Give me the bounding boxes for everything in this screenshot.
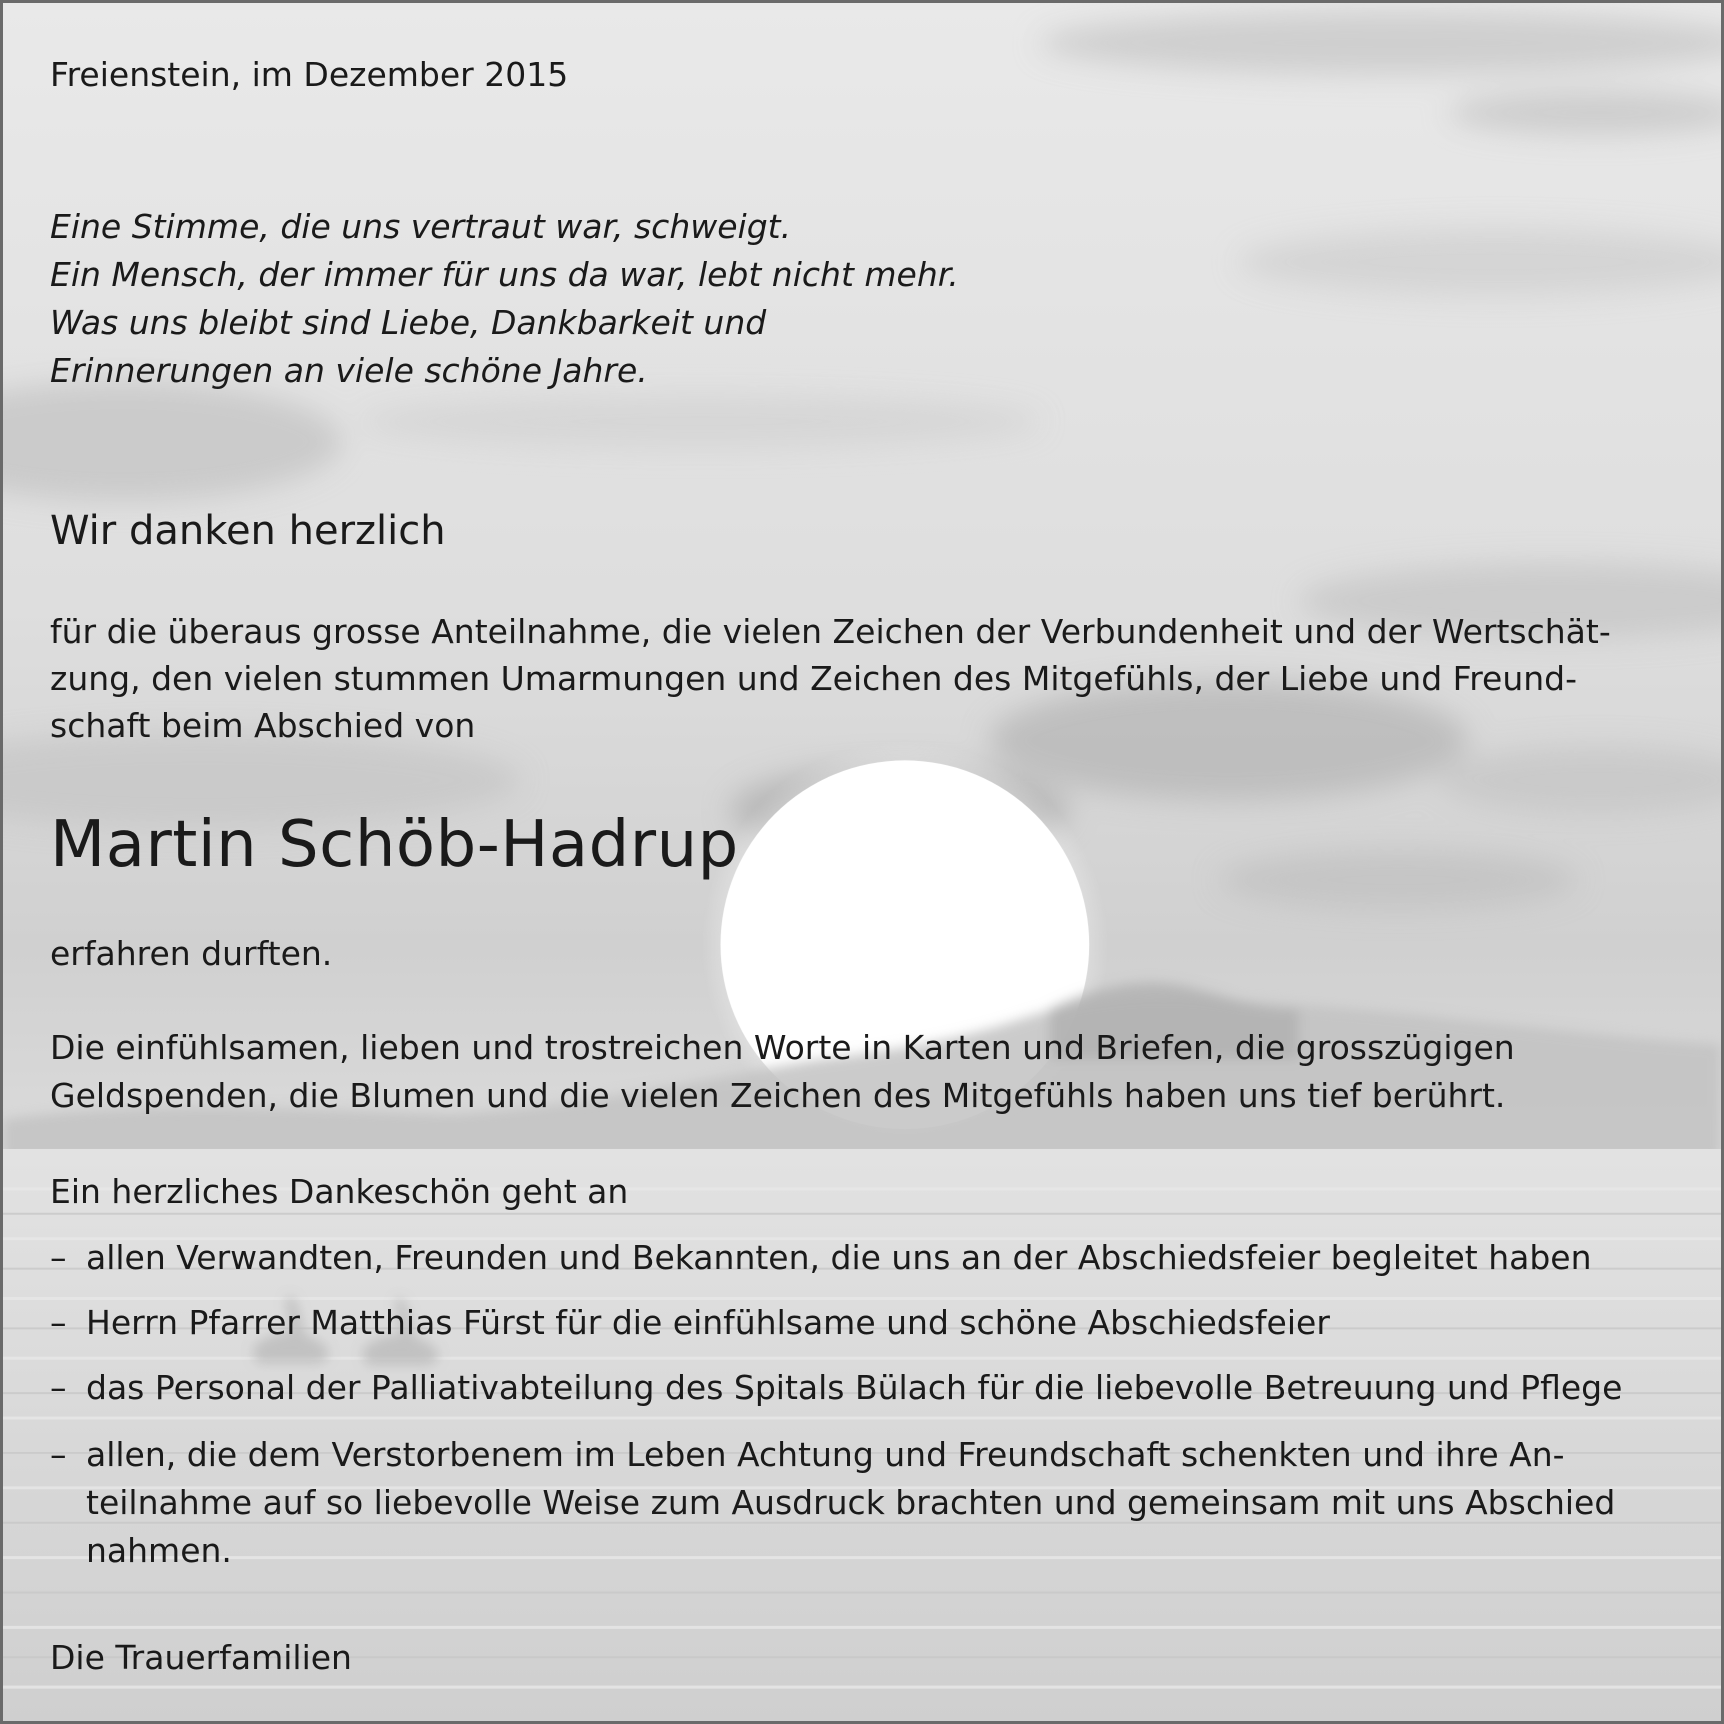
bullet-dash: – [50, 1368, 67, 1407]
poem-line: Eine Stimme, die uns vertraut war, schweigt. [50, 207, 792, 246]
notice-text [50, 3, 1681, 1721]
intro-line: für die überaus grosse Anteilnahme, die vielen Zeichen der Verbundenheit und der Wertschät- [50, 612, 1611, 651]
bullet-line: teilnahme auf so liebevolle Weise zum Ausdruck brachten und gemeinsam mit uns Abschied [86, 1483, 1616, 1522]
deceased-name: Martin Schöb-Hadrup [50, 808, 739, 882]
poem-line: Erinnerungen an viele schöne Jahre. [50, 351, 648, 390]
poem-line: Ein Mensch, der immer für uns da war, lebt nicht mehr. [50, 255, 959, 294]
bullet-line: Herrn Pfarrer Matthias Fürst für die einfühlsame und schöne Abschiedsfeier [86, 1303, 1330, 1342]
paragraph-line: Geldspenden, die Blumen und die vielen Zeichen des Mitgefühls haben uns tief berührt. [50, 1076, 1506, 1115]
intro-line: zung, den vielen stummen Umarmungen und Zeichen des Mitgefühls, der Liebe und Freund- [50, 659, 1578, 698]
bullet-dash: – [50, 1435, 67, 1474]
thanks-intro: Ein herzliches Dankeschön geht an [50, 1172, 629, 1211]
after-name-text: erfahren durften. [50, 934, 333, 973]
bullet-dash: – [50, 1303, 67, 1342]
intro-line: schaft beim Abschied von [50, 706, 476, 745]
bullet-line: das Personal der Palliativabteilung des Spitals Bülach für die liebevolle Betreuung und Pflege [86, 1368, 1623, 1407]
signature: Die Trauerfamilien [50, 1638, 352, 1677]
place-date: Freienstein, im Dezember 2015 [50, 55, 569, 94]
poem-line: Was uns bleibt sind Liebe, Dankbarkeit und [50, 303, 767, 342]
bullet-dash: – [50, 1238, 67, 1277]
paragraph-line: Die einfühlsamen, lieben und trostreichen Worte in Karten und Briefen, die grosszügigen [50, 1028, 1515, 1067]
bullet-line: allen, die dem Verstorbenem im Leben Achtung und Freundschaft schenkten und ihre An- [86, 1435, 1565, 1474]
bullet-line: allen Verwandten, Freunden und Bekannten, die uns an der Abschiedsfeier begleitet haben [86, 1238, 1592, 1277]
bullet-line: nahmen. [86, 1531, 232, 1570]
thanks-heading: Wir danken herzlich [50, 508, 446, 554]
